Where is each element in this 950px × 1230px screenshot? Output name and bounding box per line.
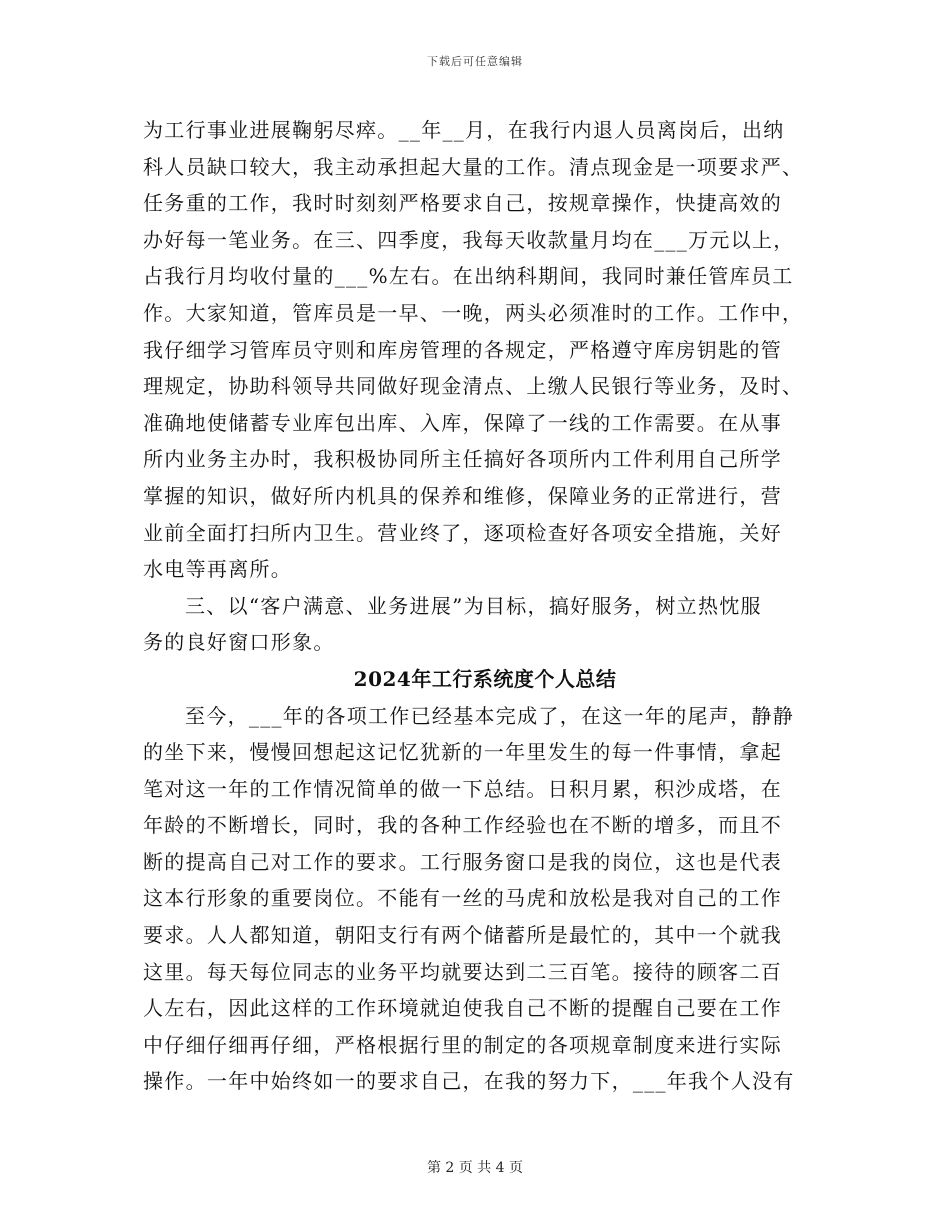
text-line: 务的良好窗口形象。 xyxy=(143,630,335,655)
text-line: 年龄的不断增长，同时，我的各种工作经验也在不断的增多，而且不 xyxy=(143,813,782,838)
text-line: 的坐下来，慢慢回想起这记忆犹新的一年里发生的每一件事情，拿起 xyxy=(143,740,782,765)
text-line: 理规定，协助科领导共同做好现金清点、上缴人民银行等业务，及时、 xyxy=(143,374,804,399)
text-line: 为工行事业进展鞠躬尽瘁。__年__月，在我行内退人员离岗后，出纳 xyxy=(143,118,785,142)
article-paragraph xyxy=(143,698,807,1101)
text-line: 中仔细仔细再仔细，严格根据行里的制定的各项规章制度来进行实际 xyxy=(143,1032,782,1057)
page-header: 下载后可任意编辑 xyxy=(427,55,523,68)
text-line: 这本行形象的重要岗位。不能有一丝的马虎和放松是我对自己的工作 xyxy=(143,886,782,911)
text-line: 三、以“客户满意、业务进展”为目标，搞好服务，树立热忱服 xyxy=(185,593,762,618)
page-footer: 第 2 页 共 4 页 xyxy=(426,1160,524,1176)
text-line: 我仔细学习管库员守则和库房管理的各规定，严格遵守库房钥匙的管 xyxy=(143,337,782,362)
section-continued-paragraph xyxy=(143,112,807,588)
text-line: 占我行月均收付量的___%左右。在出纳科期间，我同时兼任管库员工 xyxy=(143,264,794,289)
section-heading-paragraph xyxy=(143,588,807,661)
text-line: 人左右，因此这样的工作环境就迫使我自己不断的提醒自己要在工作 xyxy=(143,996,782,1021)
text-line: 所内业务主办时，我积极协同所主任搞好各项所内工件利用自己所学 xyxy=(143,447,782,472)
text-line: 准确地使储蓄专业库包出库、入库，保障了一线的工作需要。在从事 xyxy=(143,410,782,435)
text-line: 业前全面打扫所内卫生。营业终了，逐项检查好各项安全措施，关好 xyxy=(143,520,782,545)
text-line: 掌握的知识，做好所内机具的保养和维修，保障业务的正常进行，营 xyxy=(143,483,782,508)
text-line: 要求。人人都知道，朝阳支行有两个储蓄所是最忙的，其中一个就我 xyxy=(143,923,782,948)
text-line: 办好每一笔业务。在三、四季度，我每天收款量月均在___万元以上， xyxy=(143,227,795,252)
text-line: 水电等再离所。 xyxy=(143,557,293,582)
article-title: 2024年工行系统度个人总结 xyxy=(353,666,617,691)
document-body xyxy=(143,112,807,1100)
text-line: 作。大家知道，管库员是一早、一晚，两头必须准时的工作。工作中， xyxy=(143,300,804,325)
text-line: 操作。一年中始终如一的要求自己，在我的努力下，___年我个人没有 xyxy=(143,1069,795,1094)
text-line: 断的提高自己对工作的要求。工行服务窗口是我的岗位，这也是代表 xyxy=(143,849,782,874)
text-line: 笔对这一年的工作情况简单的做一下总结。日积月累，积沙成塔，在 xyxy=(143,776,782,801)
text-line: 任务重的工作，我时时刻刻严格要求自己，按规章操作，快捷高效的 xyxy=(143,191,782,216)
text-line: 至今，___年的各项工作已经基本完成了，在这一年的尾声，静静 xyxy=(185,703,794,728)
text-line: 科人员缺口较大，我主动承担起大量的工作。清点现金是一项要求严、 xyxy=(143,154,804,179)
text-line: 这里。每天每位同志的业务平均就要达到二三百笔。接待的顾客二百 xyxy=(143,959,782,984)
